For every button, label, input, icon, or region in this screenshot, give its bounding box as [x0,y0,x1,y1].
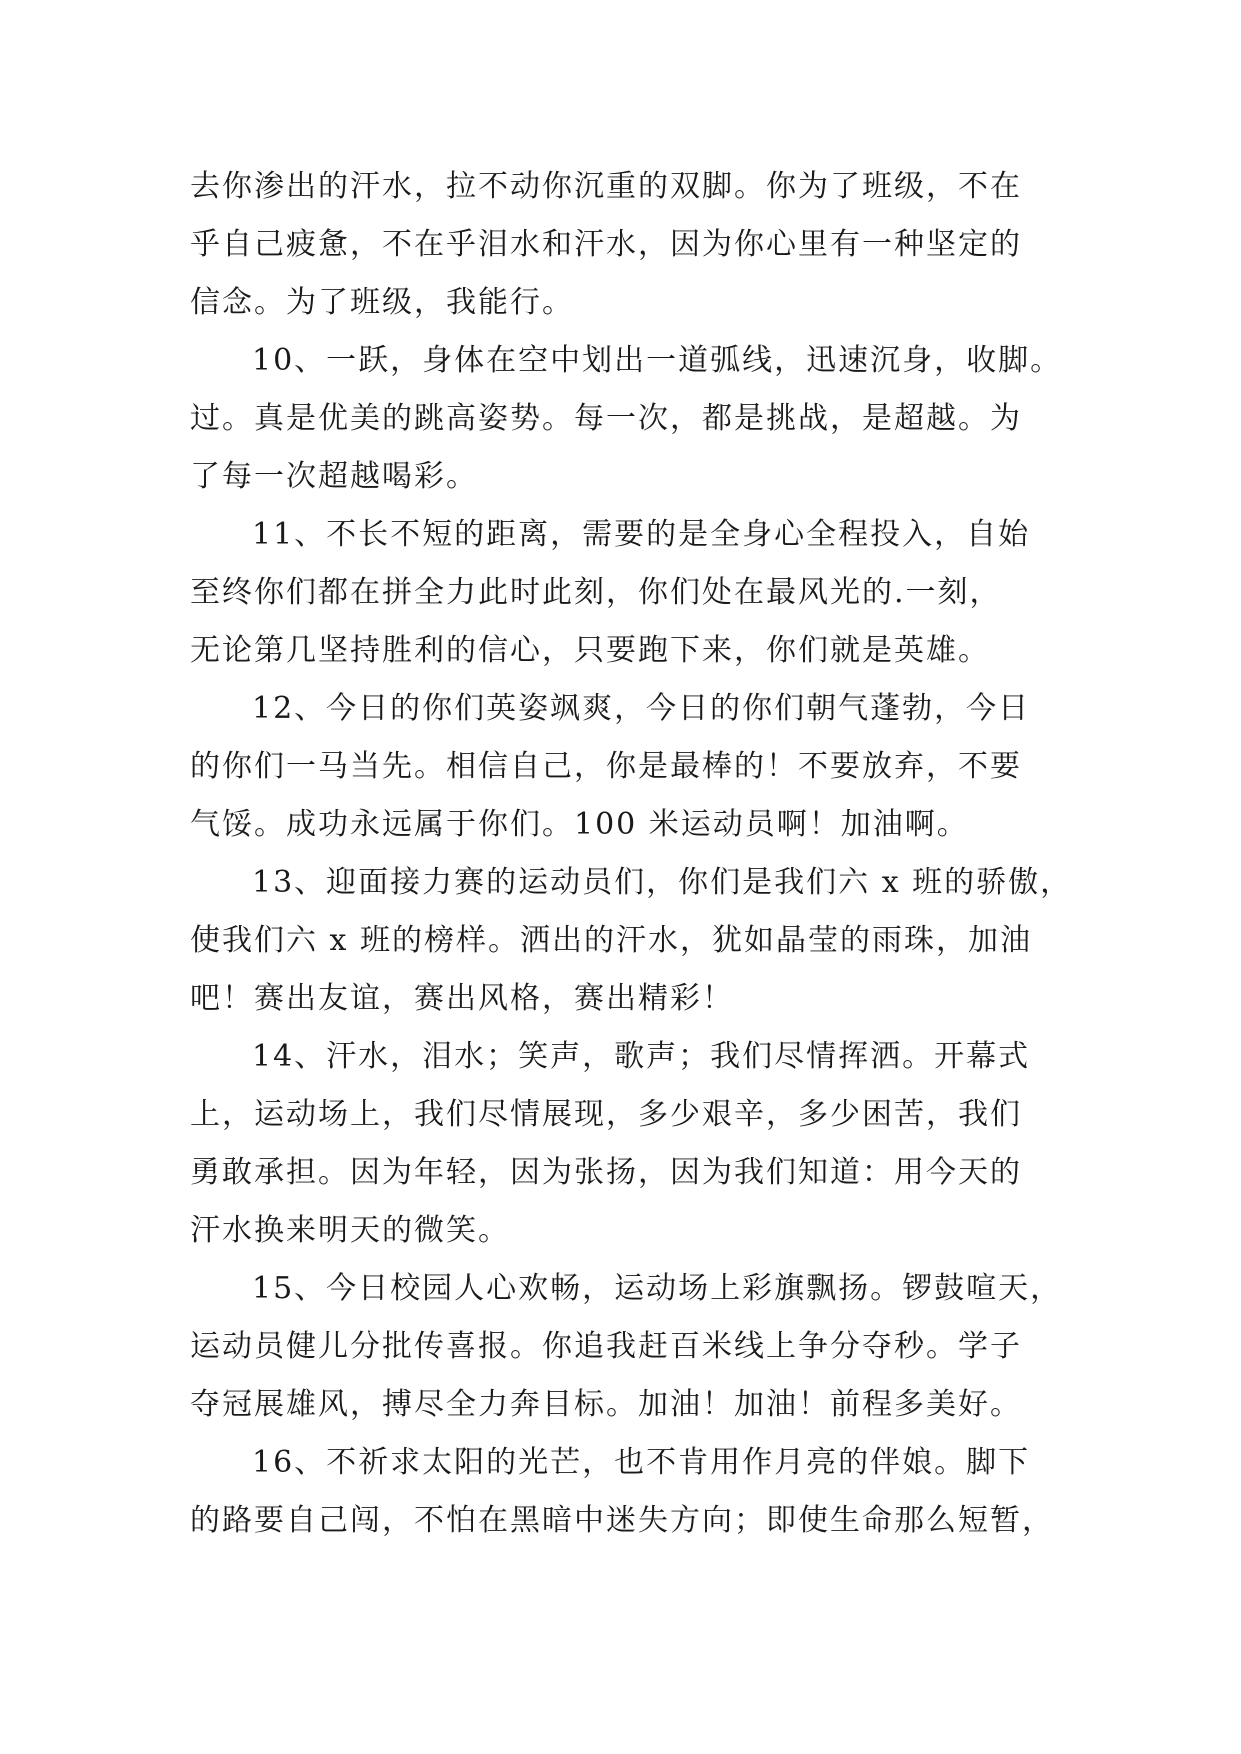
text-line: 夺冠展雄风，搏尽全力奔目标。加油！加油！前程多美好。 [190,1387,1022,1422]
text-line: 过。真是优美的跳高姿势。每一次，都是挑战，是超越。为 [190,401,1022,436]
text-line: 气馁。成功永远属于你们。100 米运动员啊！加油啊。 [190,807,969,842]
paragraph-start-11: 11、不长不短的距离，需要的是全身心全程投入，自始 [252,517,1031,552]
text-line: 吧！赛出友谊，赛出风格，赛出精彩！ [190,981,734,1016]
paragraph-start-14: 14、汗水，泪水；笑声，歌声；我们尽情挥洒。开幕式 [252,1039,1031,1074]
text-line: 的你们一马当先。相信自己，你是最棒的！不要放弃，不要 [190,749,1022,784]
text-line: 的路要自己闯，不怕在黑暗中迷失方向；即使生命那么短暂， [190,1503,1054,1538]
paragraph-start-13: 13、迎面接力赛的运动员们，你们是我们六 x 班的骄傲， [252,865,1073,900]
paragraph-start-12: 12、今日的你们英姿飒爽，今日的你们朝气蓬勃，今日 [252,691,1031,726]
paragraph-start-10: 10、一跃，身体在空中划出一道弧线，迅速沉身，收脚。 [252,343,1063,378]
text-line: 勇敢承担。因为年轻，因为张扬，因为我们知道：用今天的 [190,1155,1022,1190]
paragraph-start-15: 15、今日校园人心欢畅，运动场上彩旗飘扬。锣鼓喧天， [252,1271,1063,1306]
text-line: 无论第几坚持胜利的信心，只要跑下来，你们就是英雄。 [190,633,990,668]
text-line: 至终你们都在拼全力此时此刻，你们处在最风光的.一刻， [190,575,1002,610]
text-line: 汗水换来明天的微笑。 [190,1213,510,1248]
text-line: 使我们六 x 班的榜样。洒出的汗水，犹如晶莹的雨珠，加油 [190,923,1032,958]
body-text [190,158,1073,1550]
text-line: 了每一次超越喝彩。 [190,459,478,494]
text-line: 运动员健儿分批传喜报。你追我赶百米线上争分夺秒。学子 [190,1329,1022,1364]
text-line: 信念。为了班级，我能行。 [190,285,574,320]
text-line: 上，运动场上，我们尽情展现，多少艰辛，多少困苦，我们 [190,1097,1022,1132]
text-line: 乎自己疲惫，不在乎泪水和汗水，因为你心里有一种坚定的 [190,227,1022,262]
paragraph-start-16: 16、不祈求太阳的光芒，也不肯用作月亮的伴娘。脚下 [252,1445,1031,1480]
text-line: 去你渗出的汗水，拉不动你沉重的双脚。你为了班级，不在 [190,169,1022,204]
